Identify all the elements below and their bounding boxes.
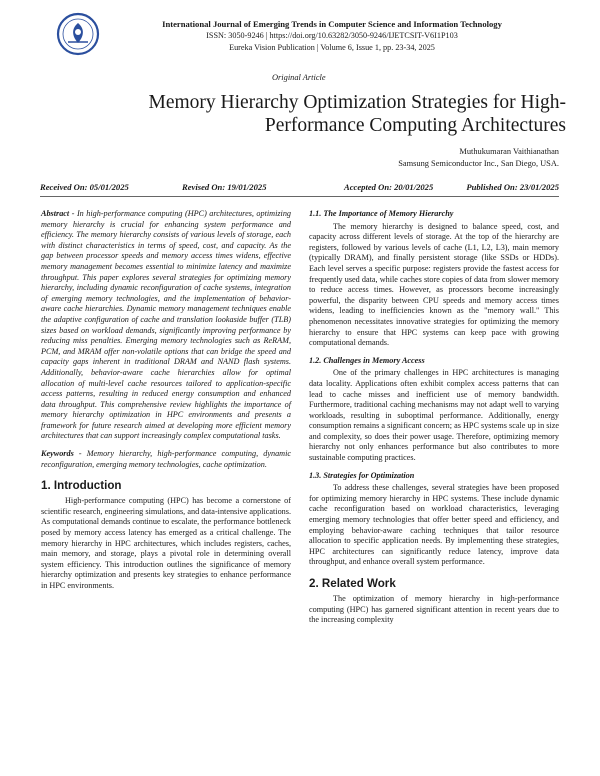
journal-logo [56, 12, 100, 56]
keywords [41, 449, 291, 470]
issn-doi: ISSN: 3050-9246 | https://doi.org/10.63282/3050-9246/IJETCSIT-V6I1P103 [206, 31, 458, 40]
related-work-text: The optimization of memory hierarchy in high-performance computing (HPC) has garnered significant attention in recent years due to the increasing complexity [309, 594, 559, 625]
keywords-text: Memory hierarchy, high-performance computing, dynamic reconfiguration, emerging memory technologies, cache optimization. [41, 449, 292, 469]
revised-date: Revised On: 19/01/2025 [182, 182, 267, 192]
dates-divider [40, 196, 559, 197]
author-name: Muthukumaran Vaithianathan [459, 147, 559, 156]
abstract-label: Abstract - [41, 209, 75, 218]
author-block [398, 146, 559, 169]
introduction-text: High-performance computing (HPC) has become a cornerstone of scientific research, engineering simulations, and data-intensive applications. As computational demands continue to escalate, the performance bottleneck posed by memory access latency has emerged as a critical challenge. The memory hierarchy in HPC architectures, which includes registers, caches, main memory, and storage, plays a pivotal role in determining overall system efficiency. This introduction outlines the significance of memory hierarchy optimization and presents key strategies to enhance performance in HPC environments. [41, 496, 291, 590]
subsection-text-1-3: To address these challenges, several strategies have been proposed for optimizing memory hierarchy in HPC systems. These include dynamic cache reconfiguration based on workload characteristics, leveraging emerging memory technologies that offer better speed and efficiency, and employing behavior-aware caching techniques that tailor resource allocation to specific application needs. By implementing these strategies, HPC architectures can significantly reduce latency, improve data throughput, and enhance overall system performance. [309, 483, 559, 567]
section-heading-related-work: 2. Related Work [309, 577, 396, 590]
article-type: Original Article [272, 73, 326, 82]
author-affiliation: Samsung Semiconductor Inc., San Diego, USA. [398, 158, 559, 168]
dates-row [40, 182, 559, 194]
journal-header [100, 18, 564, 54]
abstract-text: In high-performance computing (HPC) architectures, optimizing memory hierarchy is crucial for enhancing system performance and efficiency. The memory hierarchy consists of various levels of storage, each with distinct characteristics in terms of speed, cost, and capacity. As the gap between processor speeds and memory access times widens, effective memory management becomes essential to minimize latency and maximize throughput. This paper explores several strategies for optimizing memory hierarchy, including dynamic reconfiguration of cache systems, integration of emerging memory technologies, and the implementation of behavior-aware cache hierarchies. Dynamic memory management techniques enable the adaptive configuration of cache and translation lookaside buffer (TLB) sizes based on workload demands, significantly improving performance by reducing miss penalties. Emerging memory technologies such as ReRAM, PCM, and MRAM offer non-volatile options that can bridge the speed and capacity gaps inherent in traditional DRAM and NAND flash systems. Additionally, behavior-aware cache hierarchies allow for optimal allocation of multi-level cache resources tailored to application-specific access patterns, resulting in reduced energy consumption and enhanced data throughput. This comprehensive review highlights the importance of memory hierarchy optimization in HPC environments and presents a framework for future research aimed at developing more efficient memory architectures that can support increasingly complex computational tasks. [41, 209, 292, 441]
keywords-label: Keywords - [41, 449, 82, 459]
subsection-heading-1-2: 1.2. Challenges in Memory Access [309, 355, 425, 365]
paper-title: Memory Hierarchy Optimization Strategies for High-Performance Computing Architectures [148, 92, 566, 136]
subsection-heading-1-3: 1.3. Strategies for Optimization [309, 470, 415, 480]
published-date: Published On: 23/01/2025 [466, 182, 559, 192]
subsection-text-1-1: The memory hierarchy is designed to balance speed, cost, and capacity across different levels of storage. At the top of the hierarchy are registers, followed by various levels of cache (L1, L2, L3), main memory (typically DRAM), and finally persistent storage (like SSDs or HDDs). Each level serves a specific purpose: registers provide the fastest access for frequently used data, while caches store copies of data from slower memory to reduce access times. However, as processors become increasingly powerful, the disparity between CPU speeds and memory access times widens, leading to inefficiencies known as the "memory wall." This phenomenon necessitates innovative strategies for optimizing the memory hierarchy to ensure that HPC systems can keep pace with growing computational demands. [309, 221, 559, 348]
accepted-date: Accepted On: 20/01/2025 [344, 182, 434, 192]
left-column [41, 209, 291, 592]
abstract [41, 209, 291, 442]
received-date: Received On: 05/01/2025 [40, 182, 129, 192]
publisher-line: Eureka Vision Publication | Volume 6, Issue 1, pp. 23-34, 2025 [229, 43, 435, 52]
subsection-text-1-2: One of the primary challenges in HPC architectures is managing data locality. Applications often exhibit complex access patterns that can lead to cache misses and inefficient use of memory bandwidth. Furthermore, traditional caching mechanisms may not adapt well to varying workloads, resulting in suboptimal performance. Additionally, energy consumption remains a significant concern; as HPC systems scale up in size and complexity, so does their power usage. Therefore, optimizing memory hierarchy not only enhances performance but also contributes to more sustainable computing practices. [309, 368, 559, 463]
subsection-heading-1-1: 1.1. The Importance of Memory Hierarchy [309, 209, 454, 218]
right-column [309, 209, 559, 626]
section-heading-introduction: 1. Introduction [41, 479, 122, 493]
journal-name: International Journal of Emerging Trends in Computer Science and Information Technology [162, 19, 502, 29]
